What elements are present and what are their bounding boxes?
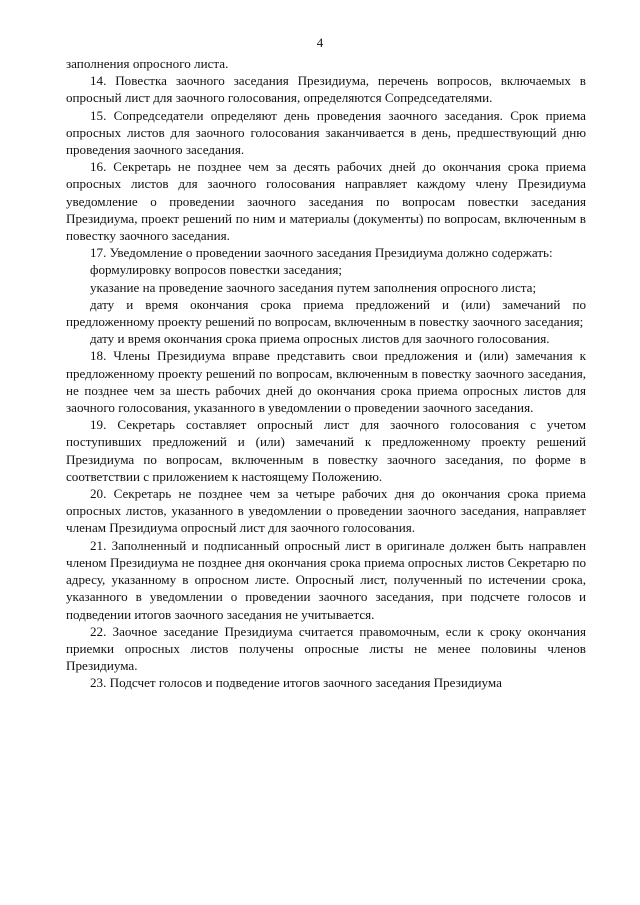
paragraph-14: 14. Повестка заочного заседания Президиума, перечень вопросов, включаемых в опросный лист для заочного голосования, определяются Сопредседателями.	[66, 73, 586, 106]
paragraph-23: 23. Подсчет голосов и подведение итогов заочного заседания Президиума	[90, 675, 502, 691]
paragraph-15: 15. Сопредседатели определяют день проведения заочного заседания. Срок приема опросных листов для заочного голосования заканчивается в день, предшествующий дню проведения заочного заседания.	[66, 107, 586, 158]
paragraph-16: 16. Секретарь не позднее чем за десять рабочих дней до окончания срока приема опросных листов для заочного голосования направляет каждому члену Президиума уведомление о проведении заочного заседания по вопросам повестки заседания Президиума, проект решений по ним и материалы (документы) по вопросам, включенным в повестку заочного заседания.	[66, 159, 586, 244]
paragraph-17: 17. Уведомление о проведении заочного заседания Президиума должно содержать:	[90, 245, 553, 261]
paragraph-18: 18. Члены Президиума вправе представить свои предложения и (или) замечания к предложенному проекту решений по вопросам, включенным в повестку заочного заседания, не позднее чем за шесть рабочих дней до окончания срока приема опросных листов для заочного голосования, указанного в уведомлении о проведении заочного заседания.	[66, 348, 586, 416]
paragraph-continuation: заполнения опросного листа.	[66, 56, 229, 71]
paragraph-22: 22. Заочное заседание Президиума считается правомочным, если к сроку окончания приемки опросных листов получены опросные листы не менее половины членов Президиума.	[66, 623, 586, 674]
list-item-absentee-indication: указание на проведение заочного заседания путем заполнения опросного листа;	[90, 279, 537, 295]
page-number: 4	[316, 35, 324, 50]
paragraph-19: 19. Секретарь составляет опросный лист для заочного голосования с учетом поступивших предложений и (или) замечаний к предложенному проекту решений Президиума по вопросам, включенным в повестку заочного заседания, по форме в соответствии с приложением к настоящему Положению.	[66, 417, 586, 484]
document-body	[66, 55, 586, 692]
list-item-proposals-deadline: дату и время окончания срока приема предложений и (или) замечаний по предложенному проекту решений по вопросам, включенным в повестку заочного заседания;	[66, 296, 586, 330]
list-item-agenda-wording: формулировку вопросов повестки заседания;	[90, 262, 343, 278]
list-item-ballots-deadline: дату и время окончания срока приема опросных листов для заочного голосования.	[90, 331, 550, 347]
paragraph-21: 21. Заполненный и подписанный опросный лист в оригинале должен быть направлен членом Президиума не позднее дня окончания срока приема опросных листов Секретарю по адресу, указанному в опросном листе. Опросный лист, полученный по истечении срока, указанного в уведомлении о проведении заочного заседания, при подсчете голосов и подведении итогов заочного заседания не учитывается.	[66, 537, 586, 622]
paragraph-20: 20. Секретарь не позднее чем за четыре рабочих дня до окончания срока приема опросных листов, указанного в уведомлении о проведении заочного заседания, направляет членам Президиума опросный лист для заочного голосования.	[66, 486, 586, 536]
